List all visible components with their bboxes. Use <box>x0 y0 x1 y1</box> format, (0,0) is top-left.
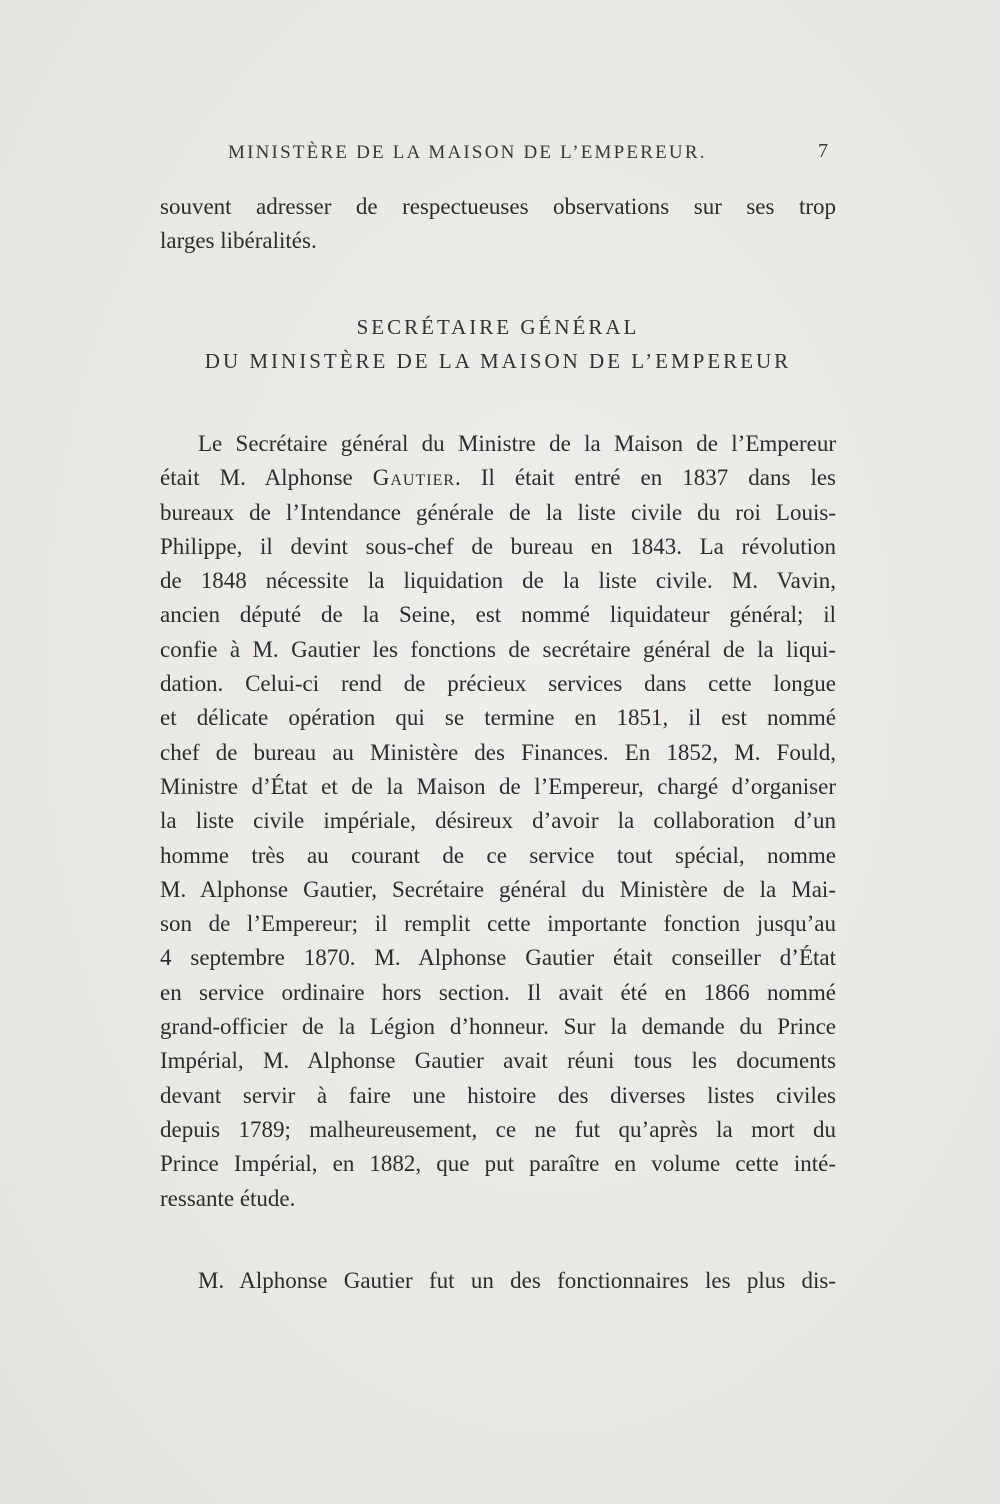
text-line: bureaux de l’Intendance générale de la liste civile du roi Louis- <box>160 499 836 525</box>
paragraph-2 <box>160 1264 836 1298</box>
text-line: larges libéralités. <box>160 228 317 254</box>
text-line: M. Alphonse Gautier, Secrétaire général du Ministère de la Mai- <box>160 876 836 902</box>
section-heading-line-2: DU MINISTÈRE DE LA MAISON DE L’EMPEREUR <box>204 349 792 373</box>
text-line: Philippe, il devint sous-chef de bureau en 1843. La révolution <box>160 533 836 559</box>
text-segment: était M. Alphonse <box>160 465 353 491</box>
text-line: et délicate opération qui se termine en 1851, il est nommé <box>160 705 836 731</box>
text-line: ressante étude. <box>160 1185 296 1211</box>
text-line: 4 septembre 1870. M. Alphonse Gautier était conseiller d’État <box>160 945 836 971</box>
text-line: Prince Impérial, en 1882, que put paraître en volume cette inté- <box>160 1151 836 1177</box>
section-heading <box>160 315 836 383</box>
text-line: en service ordinaire hors section. Il avait été en 1866 nommé <box>160 979 836 1005</box>
page-number: 7 <box>818 140 828 162</box>
text-line: dation. Celui-ci rend de précieux services dans cette longue <box>160 671 836 697</box>
text-line: Ministre d’État et de la Maison de l’Empereur, chargé d’organiser <box>160 773 836 799</box>
text-line: chef de bureau au Ministère des Finances. En 1852, M. Fould, <box>160 739 836 765</box>
text-line: Le Secrétaire général du Ministre de la Maison de l’Empereur <box>198 431 836 456</box>
text-line: M. Alphonse Gautier fut un des fonctionnaires les plus dis- <box>198 1268 836 1293</box>
text-segment: . Il était entré en 1837 dans les <box>455 465 836 491</box>
text-line: la liste civile impériale, désireux d’avoir la collaboration d’un <box>160 808 836 834</box>
text-line: Impérial, M. Alphonse Gautier avait réuni tous les documents <box>160 1048 836 1074</box>
text-line: confie à M. Gautier les fonctions de secrétaire général de la liqui- <box>160 636 836 662</box>
text-line: depuis 1789; malheureusement, ce ne fut qu’après la mort du <box>160 1116 836 1142</box>
text-line: devant servir à faire une histoire des diverses listes civiles <box>160 1082 836 1108</box>
text-line: souvent adresser de respectueuses observations sur ses trop <box>160 194 836 219</box>
section-heading-line-1: SECRÉTAIRE GÉNÉRAL <box>356 315 640 339</box>
text-line: homme très au courant de ce service tout spécial, nomme <box>160 842 836 868</box>
intro-text <box>160 190 836 259</box>
text-line <box>160 461 836 495</box>
text-line: son de l’Empereur; il remplit cette importante fonction jusqu’au <box>160 911 836 937</box>
text-line: grand-officier de la Légion d’honneur. Sur la demande du Prince <box>160 1014 836 1040</box>
text-line: ancien député de la Seine, est nommé liquidateur général; il <box>160 602 836 628</box>
running-head-title: MINISTÈRE DE LA MAISON DE L’EMPEREUR. <box>228 142 707 163</box>
author-name-smallcaps: Gautier <box>372 465 456 491</box>
text-line: de 1848 nécessite la liquidation de la liste civile. M. Vavin, <box>160 568 836 594</box>
paragraph-1 <box>160 427 836 1216</box>
